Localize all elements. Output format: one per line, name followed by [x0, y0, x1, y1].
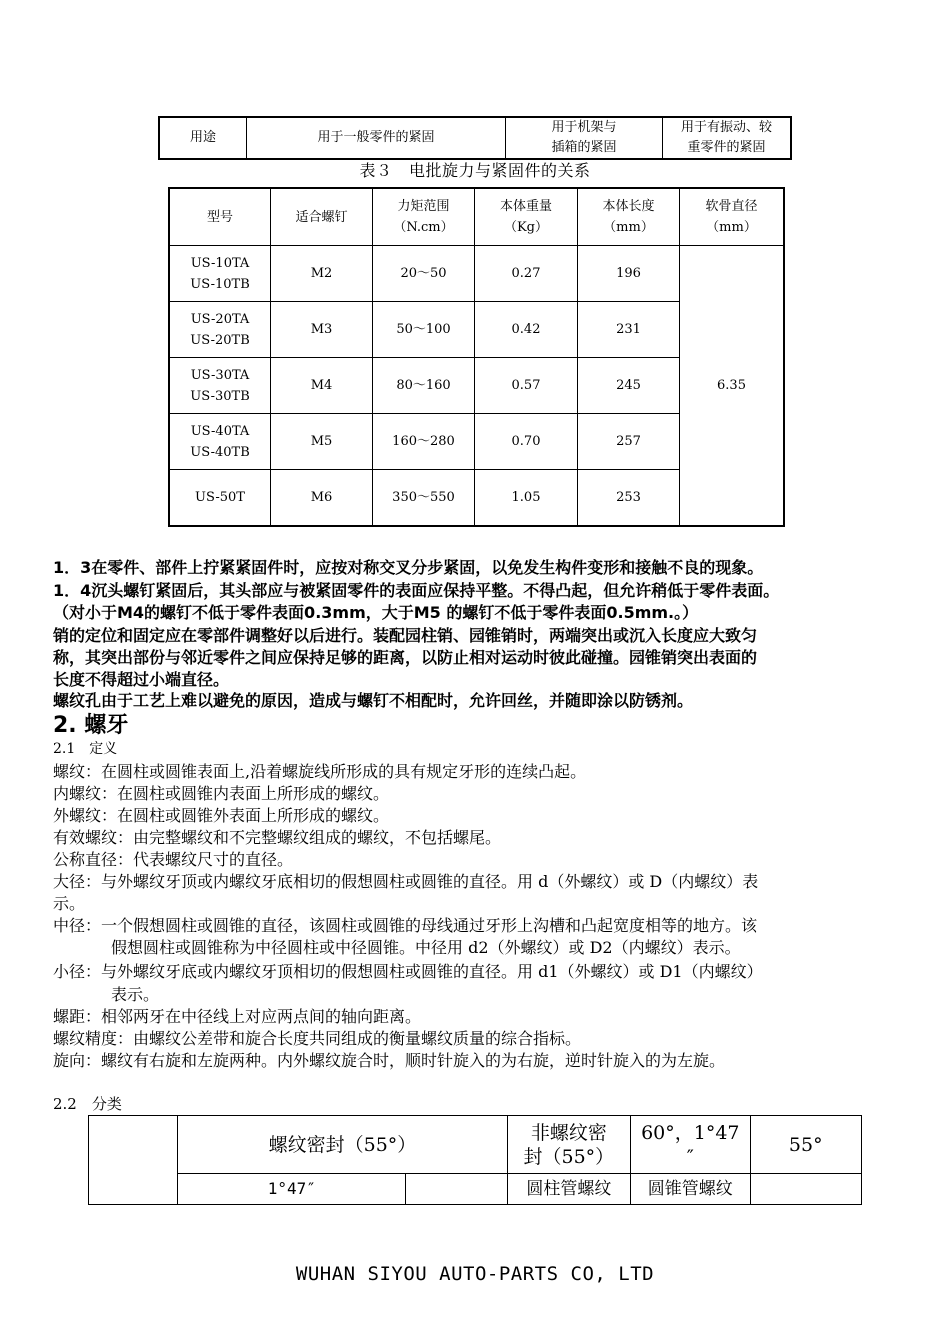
def-pitch-dia-line1: 中径：一个假想圆柱或圆锥的直径，该圆柱或圆锥的母线通过牙形上沟槽和凸起宽度相等的地方。该	[53, 916, 758, 935]
company-footer: WUHAN SIYOU AUTO-PARTS CO, LTD	[295, 1263, 655, 1285]
cell-weight: 1.05	[475, 470, 578, 527]
def-major-line2: 示。	[53, 894, 86, 913]
t22-angle-1-47: 1°47″	[178, 1174, 406, 1205]
cell-model	[169, 246, 271, 302]
th-screw: 适合螺钉	[271, 188, 373, 246]
def-hand: 旋向：螺纹有右旋和左旋两种。内外螺纹旋合时，顺时针旋入的为右旋，逆时针旋入的为左旋。	[53, 1051, 726, 1070]
th-length	[578, 188, 680, 246]
cell-screw: M4	[271, 358, 373, 414]
model-b: US-30TB	[190, 388, 250, 404]
def-nominal: 公称直径：代表螺纹尺寸的直径。	[53, 850, 294, 869]
table3-header-row	[169, 188, 784, 246]
def-external: 外螺纹：在圆柱或圆锥外表面上所形成的螺纹。	[53, 806, 390, 825]
cell-screw: M5	[271, 414, 373, 470]
usage-vibration-cell	[663, 117, 792, 159]
t22-blank-cell	[89, 1116, 178, 1205]
thread-classification-table	[88, 1115, 862, 1205]
usage-rack-cell	[506, 117, 663, 159]
model-a: US-30TA	[190, 367, 250, 383]
t22-empty-cell-2	[750, 1174, 861, 1205]
th-torque-line2: （N.cm）	[393, 220, 454, 235]
def-major-line1: 大径：与外螺纹牙顶或内螺纹牙底相切的假想圆柱或圆锥的直径。用 d（外螺纹）或 D（内螺纹）表	[53, 872, 759, 891]
cell-weight: 0.27	[475, 246, 578, 302]
cell-torque: 350～550	[373, 470, 475, 527]
def-accuracy: 螺纹精度：由螺纹公差带和旋合长度共同组成的衡量螺纹质量的综合指标。	[53, 1029, 582, 1048]
t22-sealing-thread: 螺纹密封（55°）	[178, 1116, 507, 1174]
t22-cylindrical-pipe: 圆柱管螺纹	[507, 1174, 630, 1205]
subsection-2-2: 2.2 分类	[53, 1095, 122, 1113]
def-pitch: 螺距：相邻两牙在中径线上对应两点间的轴向距离。	[53, 1007, 422, 1026]
model-a: US-20TA	[190, 311, 250, 327]
model-a: US-10TA	[190, 255, 250, 271]
def-minor-line1: 小径：与外螺纹牙底或内螺纹牙顶相切的假想圆柱或圆锥的直径。用 d1（外螺纹）或 D1（内螺纹）	[53, 962, 763, 981]
t22-empty-cell	[406, 1174, 507, 1205]
t22-non-sealing-line2: 封（55°）	[523, 1145, 615, 1168]
usage-vibration-line2: 重零件的紧固	[687, 140, 766, 155]
th-weight	[475, 188, 578, 246]
model-b: US-40TB	[190, 444, 250, 460]
def-minor-line2: 表示。	[111, 985, 160, 1004]
th-length-line2: （mm）	[603, 220, 654, 235]
t22-angle-55: 55°	[750, 1116, 861, 1174]
table-row	[89, 1174, 862, 1205]
cell-weight: 0.57	[475, 358, 578, 414]
cell-length: 196	[578, 246, 680, 302]
paragraph-pin-line3: 长度不得超过小端直径。	[53, 670, 230, 689]
th-model: 型号	[169, 188, 271, 246]
def-pitch-dia-line2: 假想圆柱或圆锥称为中径圆柱或中径圆锥。中径用 d2（外螺纹）或 D2（内螺纹）表示。	[111, 938, 741, 957]
th-shank	[680, 188, 785, 246]
paragraph-1-3: 1．3在零件、部件上拧紧紧固件时，应按对称交叉分步紧固，以免发生构件变形和接触不良的现象。	[53, 558, 764, 577]
t22-non-sealing-thread	[507, 1116, 630, 1174]
cell-length: 231	[578, 302, 680, 358]
usage-rack-line2: 插箱的紧固	[551, 140, 617, 155]
def-internal: 内螺纹：在圆柱或圆锥内表面上所形成的螺纹。	[53, 784, 390, 803]
cell-screw: M3	[271, 302, 373, 358]
cell-model	[169, 302, 271, 358]
t22-conical-pipe: 圆锥管螺纹	[631, 1174, 750, 1205]
usage-general-cell: 用于一般零件的紧固	[247, 117, 506, 159]
t22-non-sealing-line1: 非螺纹密	[530, 1121, 607, 1144]
usage-rack-line1: 用于机架与	[551, 120, 617, 135]
cell-torque: 80～160	[373, 358, 475, 414]
cell-screw: M6	[271, 470, 373, 527]
cell-model	[169, 414, 271, 470]
table-row	[169, 246, 784, 302]
th-weight-line1: 本体重量	[499, 199, 552, 214]
t22-angle-60	[631, 1116, 750, 1174]
cell-model: US-50T	[169, 470, 271, 527]
def-effective: 有效螺纹：由完整螺纹和不完整螺纹组成的螺纹，不包括螺尾。	[53, 828, 502, 847]
th-length-line1: 本体长度	[602, 199, 655, 214]
section-title: 2. 螺牙	[53, 713, 129, 738]
subsection-2-1: 2.1 定义	[53, 741, 118, 757]
cell-length: 245	[578, 358, 680, 414]
t22-angle-line1: 60°，1°47	[641, 1121, 740, 1144]
cell-shank-merged: 6.35	[680, 246, 785, 527]
th-shank-line1: 软骨直径	[705, 199, 758, 214]
paragraph-pin-line1: 销的定位和固定应在零部件调整好以后进行。装配园柱销、园锥销时，两端突出或沉入长度应大致匀	[53, 626, 758, 645]
th-torque	[373, 188, 475, 246]
th-shank-line2: （mm）	[706, 220, 757, 235]
table3-wrapper	[168, 187, 785, 527]
screwdriver-torque-table	[168, 187, 785, 527]
usage-vibration-line1: 用于有振动、较	[680, 120, 772, 135]
cell-weight: 0.42	[475, 302, 578, 358]
table22-header-row	[89, 1116, 862, 1174]
cell-weight: 0.70	[475, 414, 578, 470]
cell-torque: 50～100	[373, 302, 475, 358]
th-torque-line1: 力矩范围	[397, 199, 450, 214]
model-b: US-20TB	[190, 332, 250, 348]
usage-table	[158, 116, 792, 160]
def-thread: 螺纹：在圆柱或圆锥表面上,沿着螺旋线所形成的具有规定牙形的连续凸起。	[53, 762, 587, 781]
cell-length: 253	[578, 470, 680, 527]
t22-angle-line2: ″	[686, 1145, 694, 1168]
cell-model	[169, 358, 271, 414]
paragraph-1-4: 1．4沉头螺钉紧固后，其头部应与被紧固零件的表面应保持平整。不得凸起，但允许稍低于零件表面。	[53, 581, 780, 600]
usage-header-cell: 用途	[159, 117, 247, 159]
table3-caption: 表３ 电批旋力与紧固件的关系	[359, 161, 591, 180]
cell-screw: M2	[271, 246, 373, 302]
paragraph-1-4-note: （对小于M4的螺钉不低于零件表面0.3mm，大于M5 的螺钉不低于零件表面0.5mm.。）	[53, 603, 699, 622]
cell-length: 257	[578, 414, 680, 470]
paragraph-pin-line2: 称，其突出部份与邻近零件之间应保持足够的距离，以防止相对运动时彼此碰撞。园锥销突出表面的	[53, 648, 758, 667]
cell-torque: 160～280	[373, 414, 475, 470]
cell-torque: 20～50	[373, 246, 475, 302]
model-b: US-10TB	[190, 276, 250, 292]
th-weight-line2: （Kg）	[503, 220, 549, 235]
model-a: US-40TA	[190, 423, 250, 439]
paragraph-thread-hole: 螺纹孔由于工艺上难以避免的原因，造成与螺钉不相配时，允许回丝，并随即涂以防锈剂。	[53, 691, 694, 710]
